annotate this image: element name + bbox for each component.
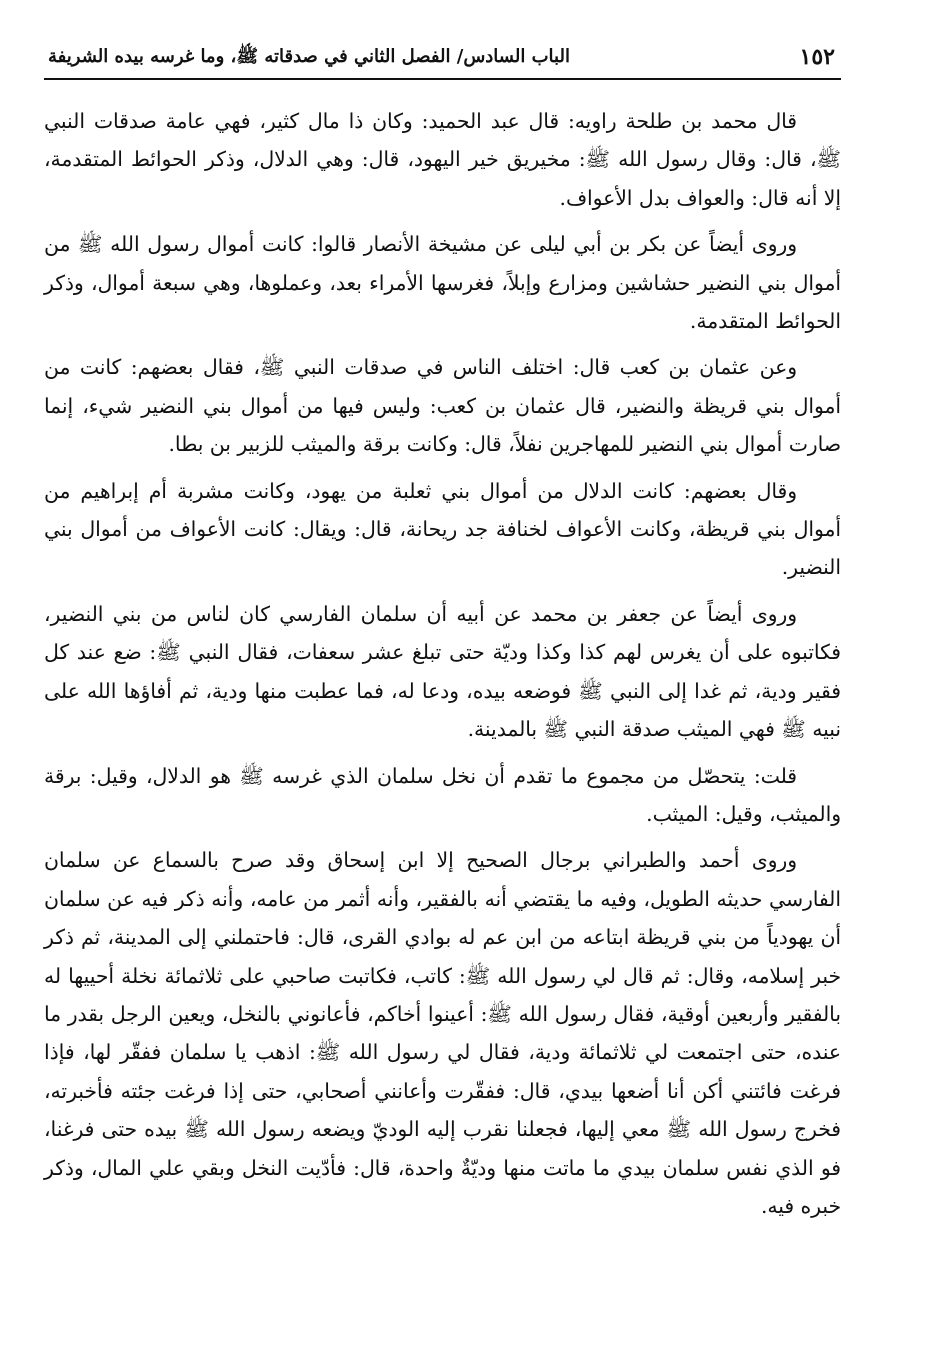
page-number: ١٥٢ [799,44,835,70]
paragraph: وروى أيضاً عن بكر بن أبي ليلى عن مشيخة الأنصار قالوا: كانت أموال رسول الله ﷺ من أموال بني النضير حشاشين ومزارع وإبلاً، فغرسها الأمراء بعد، وعملوها، وهي سبعة أموال، وذكر الحوائط المتقدمة. [44,232,841,334]
page-body [44,102,841,1225]
running-title: الباب السادس/ الفصل الثاني في صدقاته ﷺ، وما غرسه بيده الشريفة [48,46,570,67]
page-header [44,42,841,80]
paragraph: وقال بعضهم: كانت الدلال من أموال بني ثعلبة من يهود، وكانت مشربة أم إبراهيم من أموال بني قريظة، وكانت الأعواف لخنافة جد ريحانة، قال: ويقال: كانت الأعواف من أموال بني النضير. [44,478,841,580]
paragraph: وروى أحمد والطبراني برجال الصحيح إلا ابن إسحاق وقد صرح بالسماع عن سلمان الفارسي حديثه الطويل، وفيه ما يقتضي أنه بالفقير، وأنه أثمر من عامه، وأنه ذكر فيه عن سلمان أن يهودياً من بني قريظة ابتاعه من ابن عم له بوادي القرى، قال: فاحتملني إلى المدينة، ثم ذكر خبر إسلامه، وقال: ثم قال لي رسول الله ﷺ: كاتب، فكاتبت صاحبي على ثلاثمائة نخلة أحييها له بالفقير وأربعين أوقية، فقال رسول الله ﷺ: أعينوا أخاكم، فأعانوني بالنخل، ويعين الرجل بقدر ما عنده، حتى اجتمعت لي ثلاثمائة ودية، فقال لي رسول الله ﷺ: اذهب يا سلمان ففقّر لها، فإذا فرغت فائتني أكن أنا أضعها بيدي، قال: ففقّرت وأعانني أصحابي، حتى إذا فرغت جئته فأخبرته، فخرج رسول الله ﷺ معي إليها، فجعلنا نقرب إليه الوديّ ويضعه رسول الله ﷺ بيده حتى فرغنا، فو الذي نفس سلمان بيدي ما ماتت منها وديّةٌ واحدة، قال: فأدّيت النخل وبقي علي المال، وذكر خبره فيه. [44,848,841,1218]
paragraph: وروى أيضاً عن جعفر بن محمد عن أبيه أن سلمان الفارسي كان لناس من بني النضير، فكاتبوه على أن يغرس لهم كذا وكذا وديّة حتى تبلغ عشر سعفات، فقال النبي ﷺ: ضع عند كل فقير ودية، ثم غدا إلى النبي ﷺ فوضعه بيده، ودعا له، فما عطبت منها ودية، ثم أفاؤها الله على نبيه ﷺ فهي الميثب صدقة النبي ﷺ بالمدينة. [44,601,841,742]
paragraph: قلت: يتحصّل من مجموع ما تقدم أن نخل سلمان الذي غرسه ﷺ هو الدلال، وقيل: برقة والميثب، وقيل: الميثب. [44,763,841,826]
paragraph: قال محمد بن طلحة راويه: قال عبد الحميد: وكان ذا مال كثير، فهي عامة صدقات النبي ﷺ، قال: وقال رسول الله ﷺ: مخيريق خير اليهود، قال: وهي الدلال، وذكر الحوائط المتقدمة، إلا أنه قال: والعواف بدل الأعواف. [44,109,841,210]
paragraph: وعن عثمان بن كعب قال: اختلف الناس في صدقات النبي ﷺ، فقال بعضهم: كانت من أموال بني قريظة والنضير، قال عثمان بن كعب: وليس فيها من أموال بني النضير شيء، إنما صارت أموال بني النضير للمهاجرين نفلاً، قال: وكانت برقة والميثب للزبير بن بطا. [44,355,841,457]
